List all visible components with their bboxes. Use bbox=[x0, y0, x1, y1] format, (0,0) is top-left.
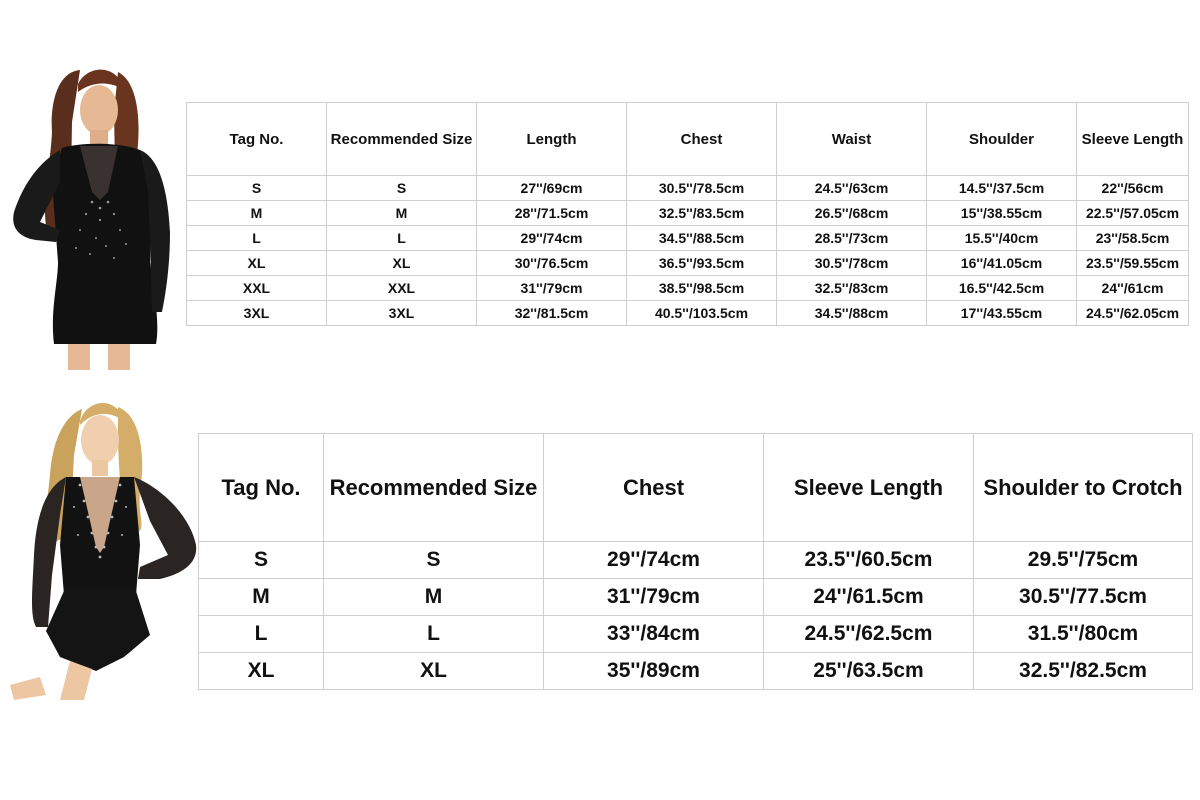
table-cell: XL bbox=[187, 251, 327, 276]
table-row bbox=[199, 579, 1193, 616]
table-cell: 29''/74cm bbox=[544, 542, 764, 579]
table-row bbox=[199, 542, 1193, 579]
table-row bbox=[199, 653, 1193, 690]
header-sleeve-length: Sleeve Length bbox=[1077, 103, 1189, 176]
table-cell: 3XL bbox=[327, 301, 477, 326]
table-cell: XL bbox=[199, 653, 324, 690]
table-cell: 31.5''/80cm bbox=[974, 616, 1193, 653]
table-cell: 27''/69cm bbox=[477, 176, 627, 201]
table-row bbox=[187, 176, 1189, 201]
table-cell: 16.5''/42.5cm bbox=[927, 276, 1077, 301]
table-cell: 30.5''/77.5cm bbox=[974, 579, 1193, 616]
table-cell: 14.5''/37.5cm bbox=[927, 176, 1077, 201]
table-cell: 25''/63.5cm bbox=[764, 653, 974, 690]
table-cell: 24.5''/62.5cm bbox=[764, 616, 974, 653]
table-cell: 29.5''/75cm bbox=[974, 542, 1193, 579]
model-photo-2 bbox=[0, 395, 200, 700]
table-cell: S bbox=[327, 176, 477, 201]
table-cell: 24.5''/62.05cm bbox=[1077, 301, 1189, 326]
table-cell: 23.5''/60.5cm bbox=[764, 542, 974, 579]
table-cell: 32.5''/83cm bbox=[777, 276, 927, 301]
table-cell: 29''/74cm bbox=[477, 226, 627, 251]
table-cell: 3XL bbox=[187, 301, 327, 326]
header-recommended-size: Recommended Size bbox=[324, 434, 544, 542]
table-cell: M bbox=[324, 579, 544, 616]
table-row bbox=[187, 201, 1189, 226]
table-cell: 15''/38.55cm bbox=[927, 201, 1077, 226]
table-cell: 33''/84cm bbox=[544, 616, 764, 653]
table-cell: 22.5''/57.05cm bbox=[1077, 201, 1189, 226]
table-cell: 22''/56cm bbox=[1077, 176, 1189, 201]
table-cell: 24''/61cm bbox=[1077, 276, 1189, 301]
table-cell: 30.5''/78.5cm bbox=[627, 176, 777, 201]
table-cell: M bbox=[327, 201, 477, 226]
table-row bbox=[199, 616, 1193, 653]
table-row bbox=[187, 226, 1189, 251]
table-cell: 36.5''/93.5cm bbox=[627, 251, 777, 276]
table-cell: 34.5''/88cm bbox=[777, 301, 927, 326]
header-length: Length bbox=[477, 103, 627, 176]
header-chest: Chest bbox=[544, 434, 764, 542]
table-cell: 23''/58.5cm bbox=[1077, 226, 1189, 251]
header-tag-no: Tag No. bbox=[199, 434, 324, 542]
table-cell: 40.5''/103.5cm bbox=[627, 301, 777, 326]
table-cell: 26.5''/68cm bbox=[777, 201, 927, 226]
table-cell: M bbox=[187, 201, 327, 226]
table-cell: 32.5''/83.5cm bbox=[627, 201, 777, 226]
table-header-row bbox=[187, 103, 1189, 176]
table-cell: 24''/61.5cm bbox=[764, 579, 974, 616]
table-cell: L bbox=[187, 226, 327, 251]
table-cell: L bbox=[327, 226, 477, 251]
size-chart-table-1 bbox=[186, 102, 1189, 326]
table-cell: 17''/43.55cm bbox=[927, 301, 1077, 326]
table-cell: XXL bbox=[327, 276, 477, 301]
table-cell: 23.5''/59.55cm bbox=[1077, 251, 1189, 276]
table-cell: 30.5''/78cm bbox=[777, 251, 927, 276]
table-cell: XXL bbox=[187, 276, 327, 301]
header-chest: Chest bbox=[627, 103, 777, 176]
header-shoulder: Shoulder bbox=[927, 103, 1077, 176]
table-cell: S bbox=[324, 542, 544, 579]
header-shoulder-to-crotch: Shoulder to Crotch bbox=[974, 434, 1193, 542]
table-cell: L bbox=[324, 616, 544, 653]
table-row bbox=[187, 301, 1189, 326]
table-cell: 31''/79cm bbox=[544, 579, 764, 616]
model-photo-1 bbox=[0, 62, 178, 370]
table-cell: 38.5''/98.5cm bbox=[627, 276, 777, 301]
table-cell: 32''/81.5cm bbox=[477, 301, 627, 326]
table-cell: 34.5''/88.5cm bbox=[627, 226, 777, 251]
table-cell: M bbox=[199, 579, 324, 616]
table-cell: L bbox=[199, 616, 324, 653]
table-cell: 35''/89cm bbox=[544, 653, 764, 690]
table-cell: 28.5''/73cm bbox=[777, 226, 927, 251]
table-cell: 15.5''/40cm bbox=[927, 226, 1077, 251]
table-cell: 28''/71.5cm bbox=[477, 201, 627, 226]
table-cell: 16''/41.05cm bbox=[927, 251, 1077, 276]
table-cell: 32.5''/82.5cm bbox=[974, 653, 1193, 690]
header-tag-no: Tag No. bbox=[187, 103, 327, 176]
table-cell: 31''/79cm bbox=[477, 276, 627, 301]
table-cell: S bbox=[199, 542, 324, 579]
table-row bbox=[187, 276, 1189, 301]
table-header-row bbox=[199, 434, 1193, 542]
table-cell: 30''/76.5cm bbox=[477, 251, 627, 276]
header-recommended-size: Recommended Size bbox=[327, 103, 477, 176]
table-cell: 24.5''/63cm bbox=[777, 176, 927, 201]
table-cell: XL bbox=[324, 653, 544, 690]
header-waist: Waist bbox=[777, 103, 927, 176]
table-row bbox=[187, 251, 1189, 276]
table-cell: S bbox=[187, 176, 327, 201]
size-chart-table-2 bbox=[198, 433, 1193, 690]
table-cell: XL bbox=[327, 251, 477, 276]
header-sleeve-length: Sleeve Length bbox=[764, 434, 974, 542]
